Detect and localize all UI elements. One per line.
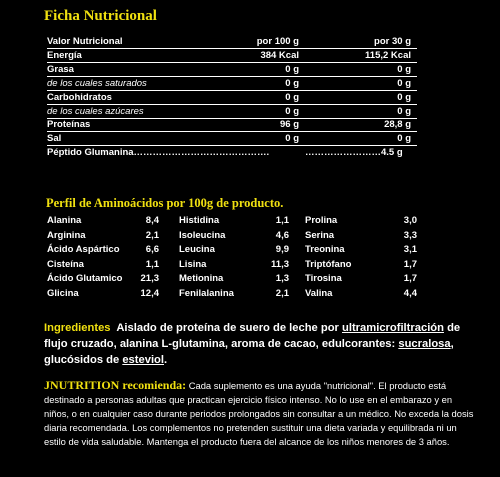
amino-value: 9,9 — [275, 244, 289, 255]
nutrition-row — [47, 105, 417, 119]
peptide-value: ……………………4.5 g — [305, 147, 403, 159]
amino-value: 3,1 — [403, 244, 417, 255]
value-per-30g: 115,2 Kcal — [365, 49, 411, 61]
amino-profile-title: Perfil de Aminoácidos por 100g de producto. — [46, 196, 284, 210]
value-per-100g: por 100 g — [256, 36, 299, 47]
amino-name: Fenilalanina — [179, 287, 234, 299]
nutrition-row — [47, 132, 417, 146]
amino-name: Ácido Aspártico — [47, 244, 120, 255]
recommendation-section — [44, 378, 474, 449]
amino-name: Prolina — [305, 215, 338, 226]
nutrient-label: Carbohidratos — [47, 91, 112, 103]
recommendation-text: Cada suplemento es una ayuda "nutricional". El producto está destinado a personas adultas que practican ejercicio físico intenso. No lo use en el embarazo y en niños, o en cualquier caso durante periodos prolongados sin consultar a un médico. No exceda la dosis diaria recomendada. Los complementos no pretenden sustituir una dieta variada y equilibrada ni un estilo de vida saludable. Mantenga el producto fuera del alcance de los niños menores de 3 años. — [44, 380, 474, 447]
nutrition-row — [47, 49, 417, 63]
value-per-100g: 0 g — [285, 133, 299, 145]
amino-row — [47, 229, 417, 244]
ingredients-text-3: , glucósidos de — [44, 338, 454, 366]
amino-value: 11,3 — [271, 258, 289, 270]
nutrition-facts-title: Ficha Nutricional — [44, 8, 157, 24]
value-per-30g: 0 g — [397, 91, 411, 103]
recommendation-heading: JNUTRITION recomienda: — [44, 378, 187, 392]
ingredients-section — [44, 320, 462, 368]
nutrition-row — [47, 35, 417, 49]
amino-row — [47, 287, 417, 302]
ingredients-text-1: Aislado de proteína de suero de leche por — [116, 322, 343, 334]
amino-name: Lisina — [179, 258, 207, 270]
value-per-30g: 28,8 g — [384, 119, 411, 131]
value-per-30g: 0 g — [397, 105, 411, 117]
nutrition-row — [47, 63, 417, 77]
value-per-100g: 384 Kcal — [260, 49, 299, 61]
amino-value: 3,3 — [403, 229, 417, 241]
amino-value: 8,4 — [145, 215, 159, 226]
peptide-row — [47, 146, 417, 159]
amino-value: 4,4 — [403, 287, 417, 299]
amino-name: Triptófano — [305, 258, 352, 270]
nutrition-row — [47, 118, 417, 132]
nutrient-label: Valor Nutricional — [47, 36, 123, 47]
amino-name: Glicina — [47, 287, 79, 299]
amino-value: 6,6 — [145, 244, 159, 255]
amino-name: Isoleucina — [179, 229, 226, 241]
amino-value: 1,7 — [403, 273, 417, 284]
ingredients-underlined-1: ultramicrofiltración — [342, 322, 444, 334]
value-per-30g: 0 g — [397, 63, 411, 75]
ingredients-underlined-2: sucralosa — [398, 338, 451, 350]
amino-value: 2,1 — [275, 287, 289, 299]
ingredients-heading: Ingredientes — [44, 322, 111, 334]
nutrient-label: Energía — [47, 49, 82, 61]
nutrient-label: Grasa — [47, 63, 74, 75]
value-per-30g: 0 g — [397, 77, 411, 89]
amino-row — [47, 258, 417, 273]
nutrient-label: Proteínas — [47, 119, 91, 131]
amino-name: Tirosina — [305, 273, 342, 284]
amino-name: Histidina — [179, 215, 220, 226]
nutrient-label: de los cuales saturados — [47, 77, 147, 89]
value-per-30g: 0 g — [397, 133, 411, 145]
ingredients-text-2: de flujo cruzado, alanina L-glutamina, aroma de cacao, edulcorantes: — [44, 322, 461, 350]
amino-value: 2,1 — [145, 229, 159, 241]
value-per-100g: 0 g — [285, 91, 299, 103]
amino-name: Leucina — [179, 244, 215, 255]
amino-value: 1,7 — [403, 258, 417, 270]
amino-name: Metionina — [179, 273, 224, 284]
amino-acid-table — [47, 214, 417, 301]
amino-value: 1,1 — [145, 258, 159, 270]
amino-name: Serina — [305, 229, 335, 241]
amino-row — [47, 243, 417, 258]
value-per-100g: 0 g — [285, 63, 299, 75]
amino-row — [47, 272, 417, 287]
nutrition-row — [47, 91, 417, 105]
amino-value: 12,4 — [140, 287, 159, 299]
amino-name: Treonina — [305, 244, 345, 255]
amino-name: Ácido Glutamico — [47, 273, 123, 284]
value-per-100g: 0 g — [285, 105, 299, 117]
ingredients-underlined-3: esteviol — [122, 354, 164, 366]
amino-value: 1,1 — [275, 215, 289, 226]
value-per-100g: 96 g — [279, 119, 299, 131]
nutrient-label: de los cuales azúcares — [47, 105, 144, 117]
amino-row — [47, 214, 417, 229]
amino-value: 4,6 — [275, 229, 289, 241]
ingredients-text-4: . — [164, 354, 168, 366]
peptide-label: Péptido Glumanina……………………………………. — [47, 147, 270, 159]
amino-name: Cisteína — [47, 258, 84, 270]
nutrition-row — [47, 77, 417, 91]
amino-name: Valina — [305, 287, 333, 299]
amino-name: Alanina — [47, 215, 82, 226]
nutrient-label: Sal — [47, 133, 62, 145]
amino-value: 21,3 — [140, 273, 159, 284]
amino-value: 1,3 — [275, 273, 289, 284]
value-per-30g: por 30 g — [374, 36, 411, 47]
amino-name: Arginina — [47, 229, 86, 241]
value-per-100g: 0 g — [285, 77, 299, 89]
amino-value: 3,0 — [403, 215, 417, 226]
